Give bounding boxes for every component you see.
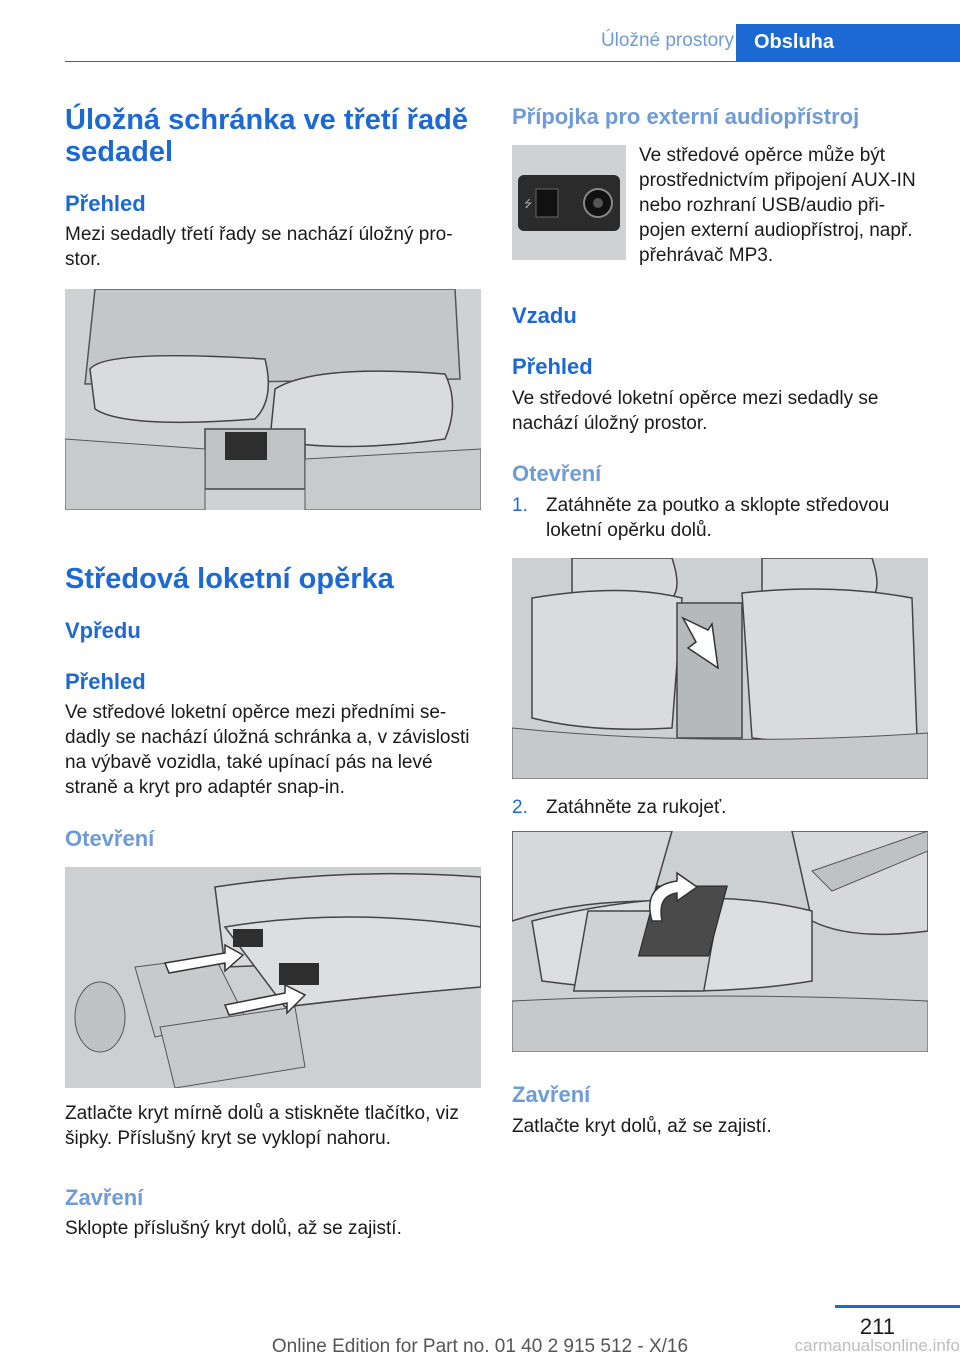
heading-front: Vpředu (65, 618, 141, 643)
step-2-text: Zatáhněte za rukojeť. (546, 797, 727, 818)
text-opening-front: Zatlačte kryt mírně dolů a stiskněte tlačítko, viz šipky. Příslušný kryt se vyklopí nahoru. (65, 1103, 459, 1149)
header-section-title: Úložné prostory (600, 30, 734, 51)
heading-aux-connection: Přípojka pro externí audiopřístroj (512, 104, 860, 129)
page-number-rule (835, 1305, 960, 1308)
heading-overview-rear: Přehled (512, 354, 593, 379)
text-overview-front: Ve středové loketní opěrce mezi předními se-dadly se nachází úložná schránka a, v závislosti na výbavě vozidla, také upínací pás na levé straně a kryt pro adaptér snap-in. (65, 702, 470, 798)
image-rear-armrest-handle (512, 831, 928, 1052)
heading-overview-third-row: Přehled (65, 191, 146, 216)
heading-closing-front: Zavření (65, 1185, 144, 1210)
image-front-armrest-opening (65, 867, 481, 1088)
page-number: 211 (859, 1314, 895, 1339)
step-1-text: Zatáhněte za poutko a sklopte středovou loketní opěrku dolů. (546, 495, 890, 541)
text-closing-front: Sklopte příslušný kryt dolů, až se zajistí. (65, 1218, 402, 1239)
header-rule (65, 61, 960, 62)
heading-rear: Vzadu (512, 303, 577, 328)
footer-watermark: carmanualsonline.info (794, 1336, 960, 1355)
svg-text:⭍: ⭍ (524, 199, 533, 210)
image-rear-armrest-fold-down (512, 558, 928, 779)
heading-opening-rear: Otevření (512, 461, 602, 486)
footer (0, 1336, 960, 1358)
text-aux-connection: Ve středové opěrce může být prostřednictvím připojení AUX-IN nebo rozhraní USB/audio při-pojen externí audiopřístroj, např. přehrávač MP3. (639, 145, 916, 266)
heading-center-armrest: Středová loketní opěrka (65, 563, 394, 595)
heading-closing-rear: Zavření (512, 1082, 591, 1107)
text-closing-rear: Zatlačte kryt dolů, až se zajistí. (512, 1116, 772, 1137)
step-1-number: 1. (512, 495, 528, 516)
footer-edition: Online Edition for Part no. 01 40 2 915 512 - X/16 (271, 1336, 689, 1357)
header-chapter-tab: Obsluha (736, 24, 960, 61)
image-third-row-storage (65, 289, 481, 510)
text-overview-third-row: Mezi sedadly třetí řady se nachází úložný pro-stor. (65, 224, 453, 270)
text-overview-rear: Ve středové loketní opěrce mezi sedadly se nachází úložný prostor. (512, 388, 879, 434)
heading-third-row-storage: Úložná schránka ve třetí řadě sedadel (65, 104, 468, 168)
heading-overview-front: Přehled (65, 669, 146, 694)
image-aux-usb-port (512, 145, 626, 260)
step-2-number: 2. (512, 797, 528, 818)
heading-opening-front: Otevření (65, 826, 155, 851)
